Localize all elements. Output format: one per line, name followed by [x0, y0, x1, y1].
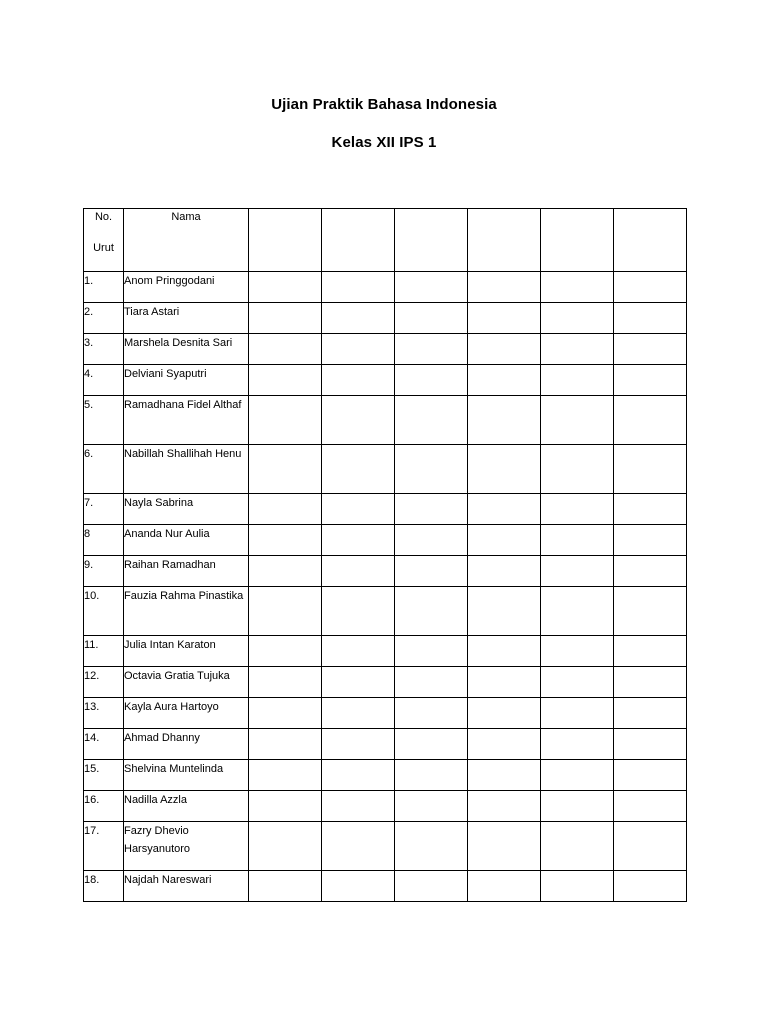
score-cell[interactable]: [249, 636, 322, 667]
score-cell[interactable]: [468, 760, 541, 791]
table-row: [84, 365, 687, 396]
score-cell[interactable]: [322, 760, 395, 791]
score-cell[interactable]: [468, 729, 541, 760]
score-cell[interactable]: [395, 636, 468, 667]
score-cell[interactable]: [395, 303, 468, 334]
score-cell[interactable]: [395, 791, 468, 822]
score-cell[interactable]: [614, 698, 687, 729]
score-cell[interactable]: [541, 525, 614, 556]
header-blank-cell[interactable]: [395, 209, 468, 272]
table-body: [84, 209, 687, 902]
score-cell[interactable]: [468, 667, 541, 698]
score-cell[interactable]: [249, 698, 322, 729]
score-cell[interactable]: [322, 791, 395, 822]
row-number: 12.: [84, 667, 124, 698]
score-cell[interactable]: [322, 729, 395, 760]
table-row: [84, 556, 687, 587]
score-cell[interactable]: [322, 556, 395, 587]
student-name: Tiara Astari: [124, 303, 249, 334]
score-cell[interactable]: [468, 396, 541, 445]
score-cell[interactable]: [322, 494, 395, 525]
header-blank-cell[interactable]: [468, 209, 541, 272]
student-name: Anom Pringgodani: [124, 272, 249, 303]
student-name: Ananda Nur Aulia: [124, 525, 249, 556]
row-number: 5.: [84, 396, 124, 445]
score-cell[interactable]: [541, 791, 614, 822]
score-cell[interactable]: [395, 871, 468, 902]
score-cell[interactable]: [614, 667, 687, 698]
score-cell[interactable]: [614, 445, 687, 494]
score-cell[interactable]: [541, 698, 614, 729]
score-cell[interactable]: [322, 871, 395, 902]
score-cell[interactable]: [322, 272, 395, 303]
student-name: Nadilla Azzla: [124, 791, 249, 822]
score-cell[interactable]: [614, 636, 687, 667]
table-row: [84, 445, 687, 494]
score-cell[interactable]: [614, 494, 687, 525]
score-cell[interactable]: [395, 365, 468, 396]
score-cell[interactable]: [541, 272, 614, 303]
score-cell[interactable]: [322, 365, 395, 396]
table-row: [84, 396, 687, 445]
student-name: Fazry Dhevio Harsyanutoro: [124, 822, 249, 871]
table-row: [84, 303, 687, 334]
score-cell[interactable]: [541, 871, 614, 902]
score-cell[interactable]: [614, 303, 687, 334]
score-cell[interactable]: [395, 272, 468, 303]
row-number: 14.: [84, 729, 124, 760]
row-number: 10.: [84, 587, 124, 636]
score-cell[interactable]: [249, 365, 322, 396]
student-name: Raihan Ramadhan: [124, 556, 249, 587]
score-cell[interactable]: [614, 760, 687, 791]
header-blank-cell[interactable]: [322, 209, 395, 272]
header-no-label: No.: [94, 211, 113, 223]
score-cell[interactable]: [249, 760, 322, 791]
score-cell[interactable]: [322, 525, 395, 556]
score-cell[interactable]: [395, 587, 468, 636]
row-number: 9.: [84, 556, 124, 587]
row-number: 6.: [84, 445, 124, 494]
score-cell[interactable]: [322, 587, 395, 636]
row-number: 4.: [84, 365, 124, 396]
score-cell[interactable]: [249, 791, 322, 822]
score-cell[interactable]: [322, 636, 395, 667]
score-cell[interactable]: [614, 525, 687, 556]
score-cell[interactable]: [541, 445, 614, 494]
score-cell[interactable]: [322, 667, 395, 698]
row-number: 7.: [84, 494, 124, 525]
score-cell[interactable]: [541, 303, 614, 334]
table-row: [84, 587, 687, 636]
table-row: [84, 272, 687, 303]
student-name: Ahmad Dhanny: [124, 729, 249, 760]
score-cell[interactable]: [395, 760, 468, 791]
score-cell[interactable]: [395, 494, 468, 525]
score-cell[interactable]: [614, 396, 687, 445]
header-nama: [124, 209, 249, 272]
score-cell[interactable]: [541, 587, 614, 636]
score-cell[interactable]: [541, 636, 614, 667]
row-number: 2.: [84, 303, 124, 334]
score-cell[interactable]: [322, 334, 395, 365]
score-cell[interactable]: [541, 667, 614, 698]
table-row: [84, 636, 687, 667]
score-cell[interactable]: [249, 525, 322, 556]
score-cell[interactable]: [541, 365, 614, 396]
student-name: Julia Intan Karaton: [124, 636, 249, 667]
row-number: 15.: [84, 760, 124, 791]
score-cell[interactable]: [468, 303, 541, 334]
score-cell[interactable]: [249, 667, 322, 698]
header-blank-cell[interactable]: [541, 209, 614, 272]
score-cell[interactable]: [614, 334, 687, 365]
student-name: Delviani Syaputri: [124, 365, 249, 396]
header-urut-label: Urut: [93, 242, 114, 254]
student-name: Nayla Sabrina: [124, 494, 249, 525]
score-cell[interactable]: [468, 698, 541, 729]
table-row: [84, 494, 687, 525]
score-cell[interactable]: [468, 636, 541, 667]
score-cell[interactable]: [322, 822, 395, 871]
score-cell[interactable]: [614, 729, 687, 760]
score-cell[interactable]: [249, 272, 322, 303]
score-cell[interactable]: [541, 822, 614, 871]
table-row: [84, 729, 687, 760]
student-name: Kayla Aura Hartoyo: [124, 698, 249, 729]
header-blank-cell[interactable]: [249, 209, 322, 272]
score-cell[interactable]: [468, 445, 541, 494]
row-number: 3.: [84, 334, 124, 365]
document-subtitle: Kelas XII IPS 1: [331, 134, 437, 151]
score-cell[interactable]: [468, 871, 541, 902]
student-name: Najdah Nareswari: [124, 871, 249, 902]
score-cell[interactable]: [395, 698, 468, 729]
score-cell[interactable]: [249, 445, 322, 494]
table-row: [84, 667, 687, 698]
table-header-row: [84, 209, 687, 272]
student-name: Ramadhana Fidel Althaf: [124, 396, 249, 445]
score-cell[interactable]: [614, 587, 687, 636]
score-cell[interactable]: [395, 445, 468, 494]
score-cell[interactable]: [249, 334, 322, 365]
score-cell[interactable]: [614, 272, 687, 303]
table-row: [84, 871, 687, 902]
score-cell[interactable]: [541, 729, 614, 760]
student-name: Marshela Desnita Sari: [124, 334, 249, 365]
table-row: [84, 698, 687, 729]
score-cell[interactable]: [322, 396, 395, 445]
score-cell[interactable]: [395, 525, 468, 556]
score-cell[interactable]: [249, 587, 322, 636]
score-cell[interactable]: [541, 334, 614, 365]
score-cell[interactable]: [395, 822, 468, 871]
row-number: 1.: [84, 272, 124, 303]
score-cell[interactable]: [249, 303, 322, 334]
score-cell[interactable]: [614, 822, 687, 871]
score-cell[interactable]: [541, 556, 614, 587]
score-cell[interactable]: [541, 494, 614, 525]
score-cell[interactable]: [468, 272, 541, 303]
score-cell[interactable]: [249, 494, 322, 525]
row-number: 8: [84, 525, 124, 556]
score-cell[interactable]: [468, 556, 541, 587]
score-cell[interactable]: [249, 729, 322, 760]
student-name: Nabillah Shallihah Henu: [124, 445, 249, 494]
header-no-urut: [84, 209, 124, 272]
table-row: [84, 760, 687, 791]
score-cell[interactable]: [322, 445, 395, 494]
score-cell[interactable]: [614, 556, 687, 587]
table-row: [84, 791, 687, 822]
score-cell[interactable]: [395, 396, 468, 445]
score-cell[interactable]: [249, 822, 322, 871]
score-cell[interactable]: [395, 729, 468, 760]
row-number: 11.: [84, 636, 124, 667]
header-blank-cell[interactable]: [614, 209, 687, 272]
student-name: Fauzia Rahma Pinastika: [124, 587, 249, 636]
attendance-table: [83, 208, 687, 902]
score-cell[interactable]: [395, 667, 468, 698]
student-name: Octavia Gratia Tujuka: [124, 667, 249, 698]
score-cell[interactable]: [468, 822, 541, 871]
row-number: 13.: [84, 698, 124, 729]
score-cell[interactable]: [468, 494, 541, 525]
score-cell[interactable]: [249, 396, 322, 445]
table-row: [84, 334, 687, 365]
score-cell[interactable]: [395, 556, 468, 587]
score-cell[interactable]: [249, 556, 322, 587]
score-cell[interactable]: [249, 871, 322, 902]
score-cell[interactable]: [468, 791, 541, 822]
row-number: 18.: [84, 871, 124, 902]
document-title: Ujian Praktik Bahasa Indonesia: [271, 96, 497, 113]
score-cell[interactable]: [614, 365, 687, 396]
score-cell[interactable]: [322, 303, 395, 334]
score-cell[interactable]: [614, 871, 687, 902]
table-row: [84, 525, 687, 556]
score-cell[interactable]: [614, 791, 687, 822]
student-name: Shelvina Muntelinda: [124, 760, 249, 791]
score-cell[interactable]: [541, 760, 614, 791]
table-row: [84, 822, 687, 871]
score-cell[interactable]: [322, 698, 395, 729]
row-number: 16.: [84, 791, 124, 822]
score-cell[interactable]: [468, 587, 541, 636]
score-cell[interactable]: [395, 334, 468, 365]
score-cell[interactable]: [468, 334, 541, 365]
header-nama-label: Nama: [171, 211, 201, 223]
score-cell[interactable]: [468, 365, 541, 396]
row-number: 17.: [84, 822, 124, 871]
score-cell[interactable]: [468, 525, 541, 556]
score-cell[interactable]: [541, 396, 614, 445]
